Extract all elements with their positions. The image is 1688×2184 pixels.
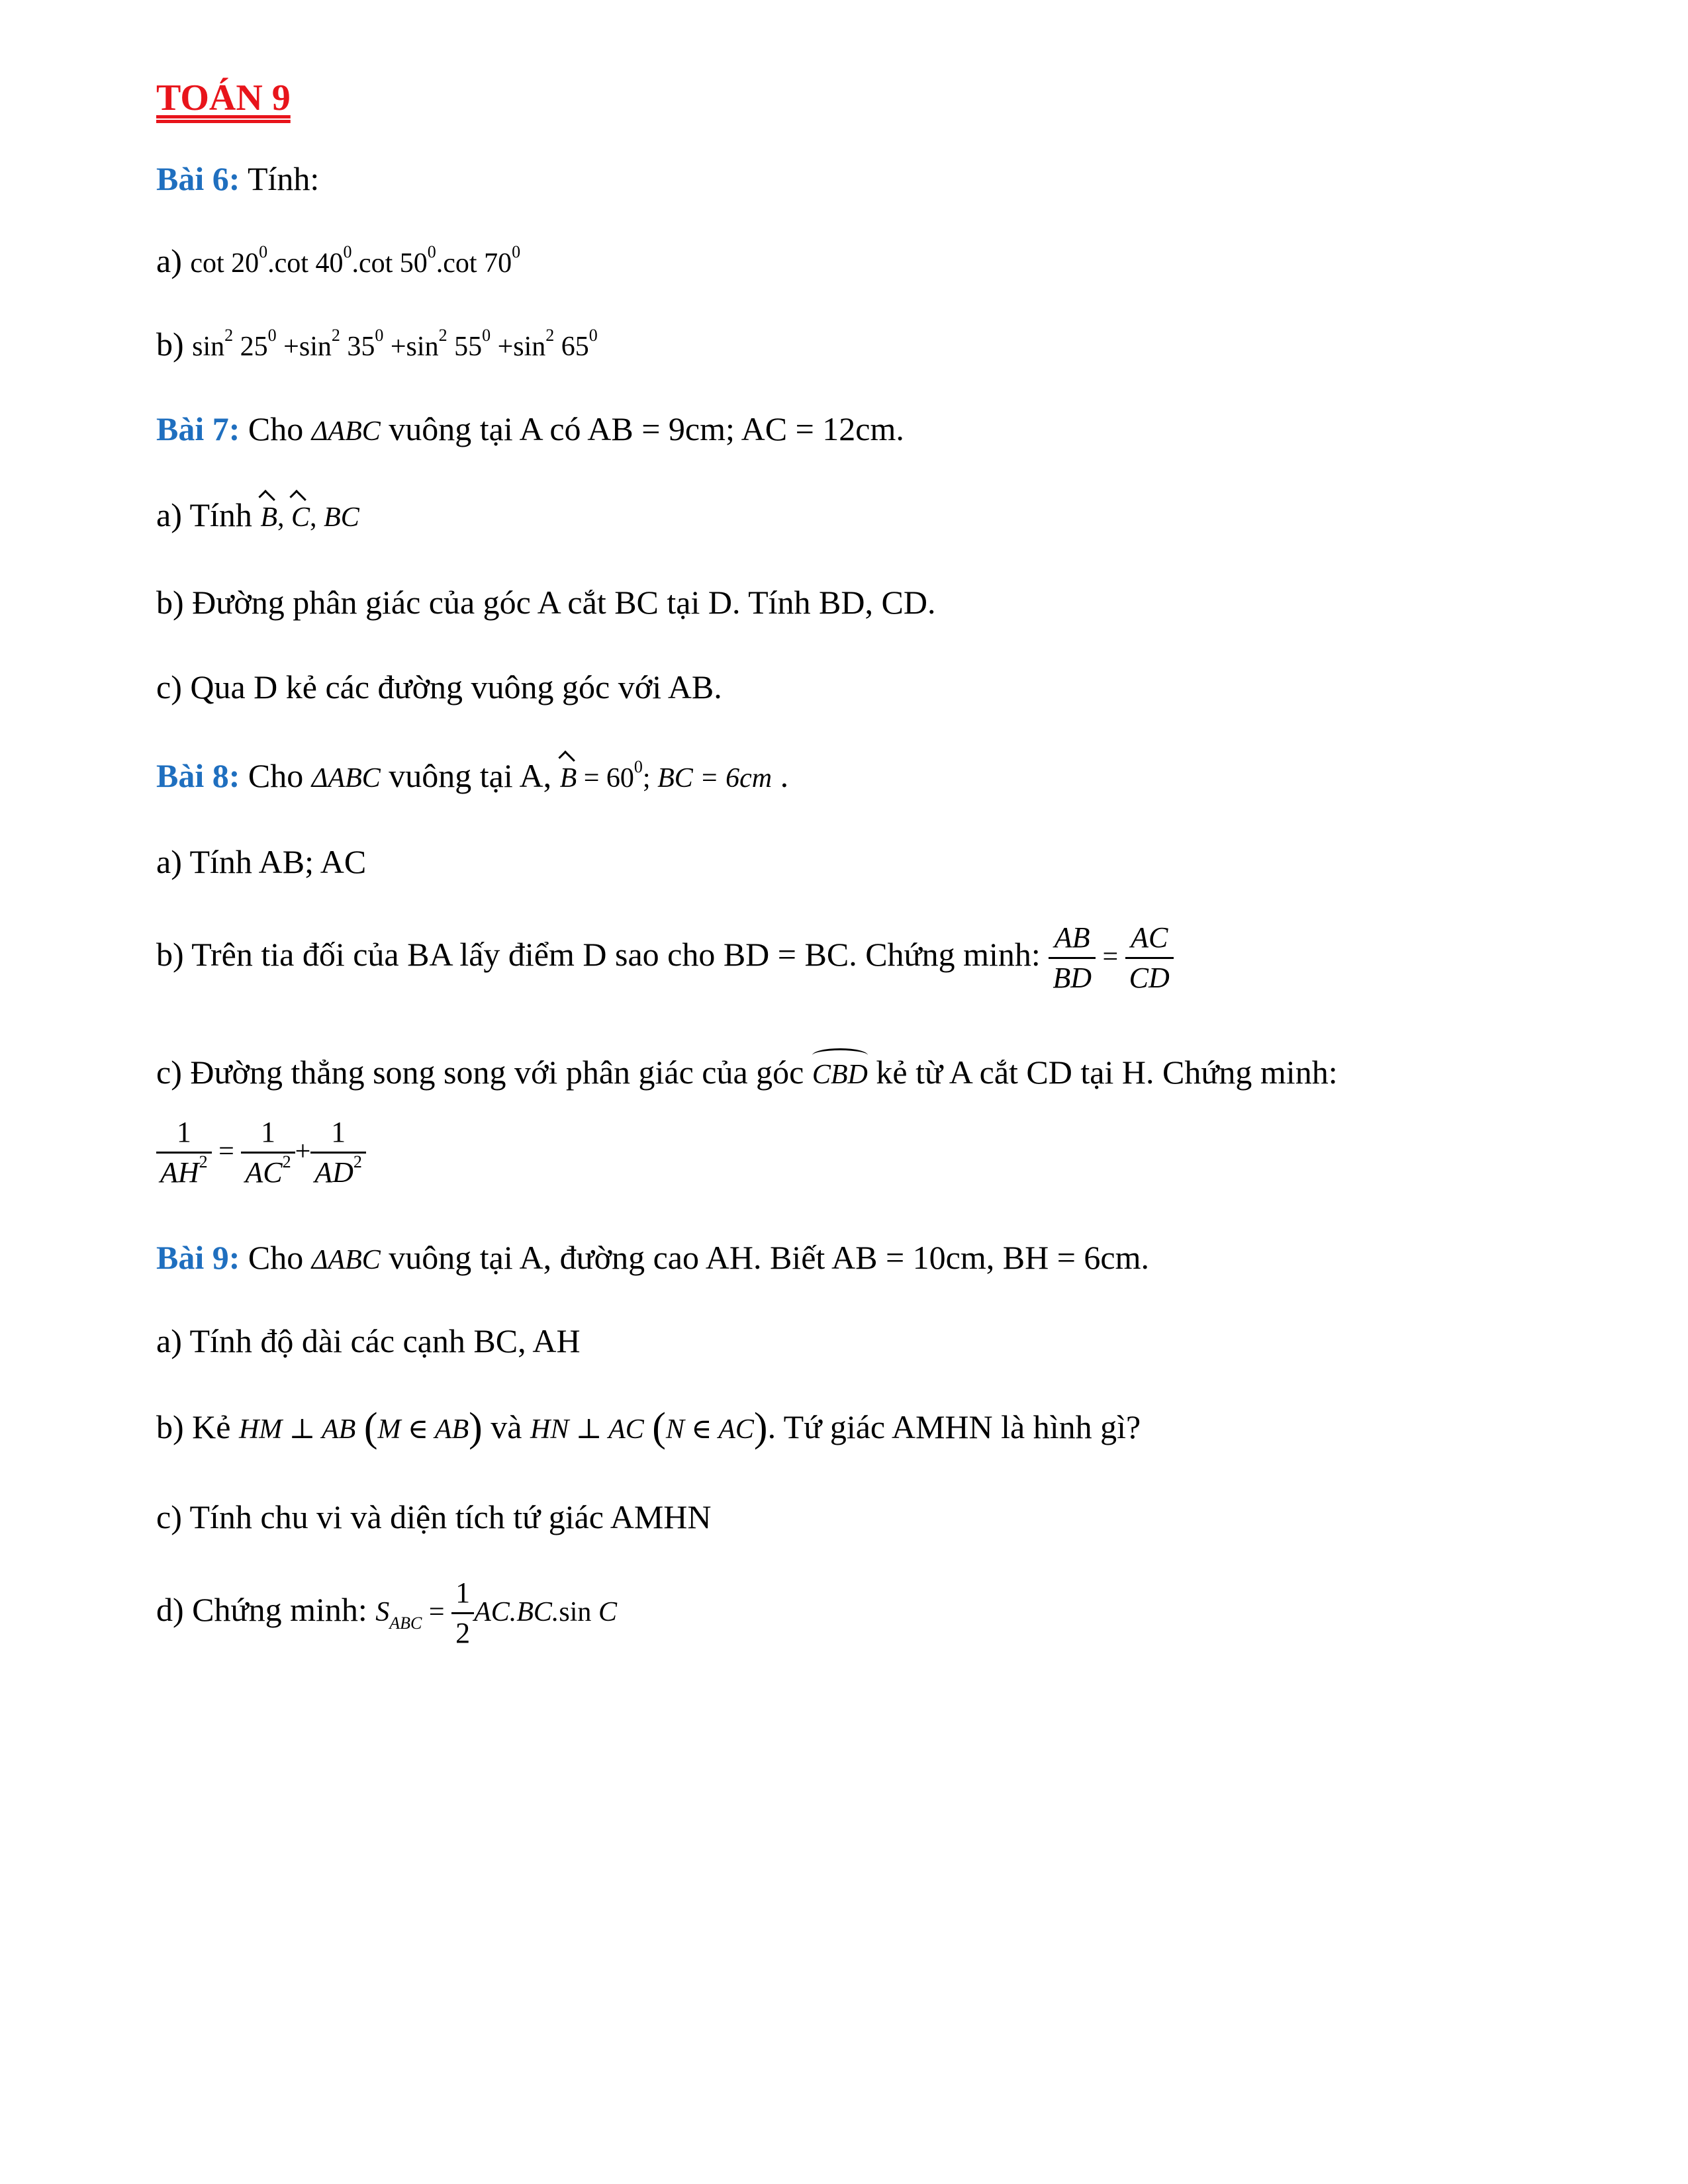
- bai9-a: a) Tính độ dài các cạnh BC, AH: [156, 1322, 581, 1359]
- bai6-b: [156, 324, 598, 367]
- bai9-c: c) Tính chu vi và diện tích tứ giác AMHN: [156, 1498, 712, 1535]
- bai9-heading: Bài 9: Cho ΔABC vuông tại A, đường cao AH. Biết AB = 10cm, BH = 6cm.: [156, 1239, 1150, 1276]
- bai8-label: Bài 8:: [156, 757, 240, 794]
- angle-c: C: [291, 498, 310, 537]
- bai6-b-label: b): [156, 326, 184, 363]
- bai8-c-formula: $\frac{1}{AH^2}$ = $\frac{1}{AC^2}$ + $\frac{1}{AD^2}$: [156, 1116, 366, 1189]
- fraction-1-2: $\frac{1}{2}$: [451, 1576, 474, 1650]
- fraction-1-ad2: $\frac{1}{AD^2}$: [310, 1116, 366, 1189]
- bai6-b-expr: $\sin^2 25^0 +\sin^2$ $35^0 +\sin^2$ $55^0 +\sin^2$ $65^0$: [192, 326, 598, 362]
- bai6-text: Tính:: [240, 160, 320, 197]
- bai6-a: [156, 241, 520, 283]
- triangle-abc: ΔABC: [311, 416, 381, 447]
- bai8-heading: Bài 8: Cho ΔABC vuông tại A, $B = 60^0$; BC = 6cm .: [156, 756, 788, 798]
- bai9-label: Bài 9:: [156, 1239, 240, 1276]
- bai6-a-label: a): [156, 242, 182, 279]
- bai9-d: d) Chứng minh: $S_{ABC}$ = $\frac{1}{2}$ AC.BC.sin C: [156, 1576, 617, 1649]
- bai8-c: c) Đường thẳng song song với phân giác của góc CBD kẻ từ A cắt CD tại H. Chứng minh:: [156, 1052, 1338, 1095]
- fraction-ab-bd: $\frac{AB}{BD}$: [1049, 921, 1096, 995]
- bai7-b: b) Đường phân giác của góc A cắt BC tại D. Tính BD, CD.: [156, 584, 936, 621]
- bai7-a: a) Tính B, C, BC: [156, 495, 359, 537]
- page-title: TOÁN 9: [156, 77, 291, 118]
- fraction-1-ah2: $\frac{1}{AH^2}$: [156, 1116, 212, 1189]
- bai6-label: Bài 6:: [156, 160, 240, 197]
- bai6-a-expr: $\cot 20^0.\cot$ $40^0.\cot$ $50^0.\cot$ $70^0$: [190, 242, 521, 279]
- bai6-heading: [156, 159, 319, 199]
- angle-b: B: [260, 498, 277, 537]
- bai7-c: c) Qua D kẻ các đường vuông góc với AB.: [156, 668, 722, 705]
- angle-cbd: CBD: [812, 1055, 868, 1095]
- angle-b: B: [560, 758, 577, 798]
- bai7-heading: Bài 7: Cho ΔABC vuông tại A có AB = 9cm; AC = 12cm.: [156, 410, 904, 447]
- fraction-1-ac2: $\frac{1}{AC^2}$: [241, 1116, 295, 1189]
- bai8-b: b) Trên tia đối của BA lấy điểm D sao cho BD = BC. Chứng minh: $\frac{AB}{BD}$ = $\frac{AC}{CD}$: [156, 921, 1174, 995]
- bai8-a: a) Tính AB; AC: [156, 843, 367, 880]
- fraction-ac-cd: $\frac{AC}{CD}$: [1125, 921, 1174, 995]
- bai9-b: b) Kẻ HM ⊥ AB (M ∈ AB) và HN ⊥ AC (N ∈ AC). Tứ giác AMHN là hình gì?: [156, 1405, 1141, 1450]
- bai7-label: Bài 7:: [156, 410, 240, 447]
